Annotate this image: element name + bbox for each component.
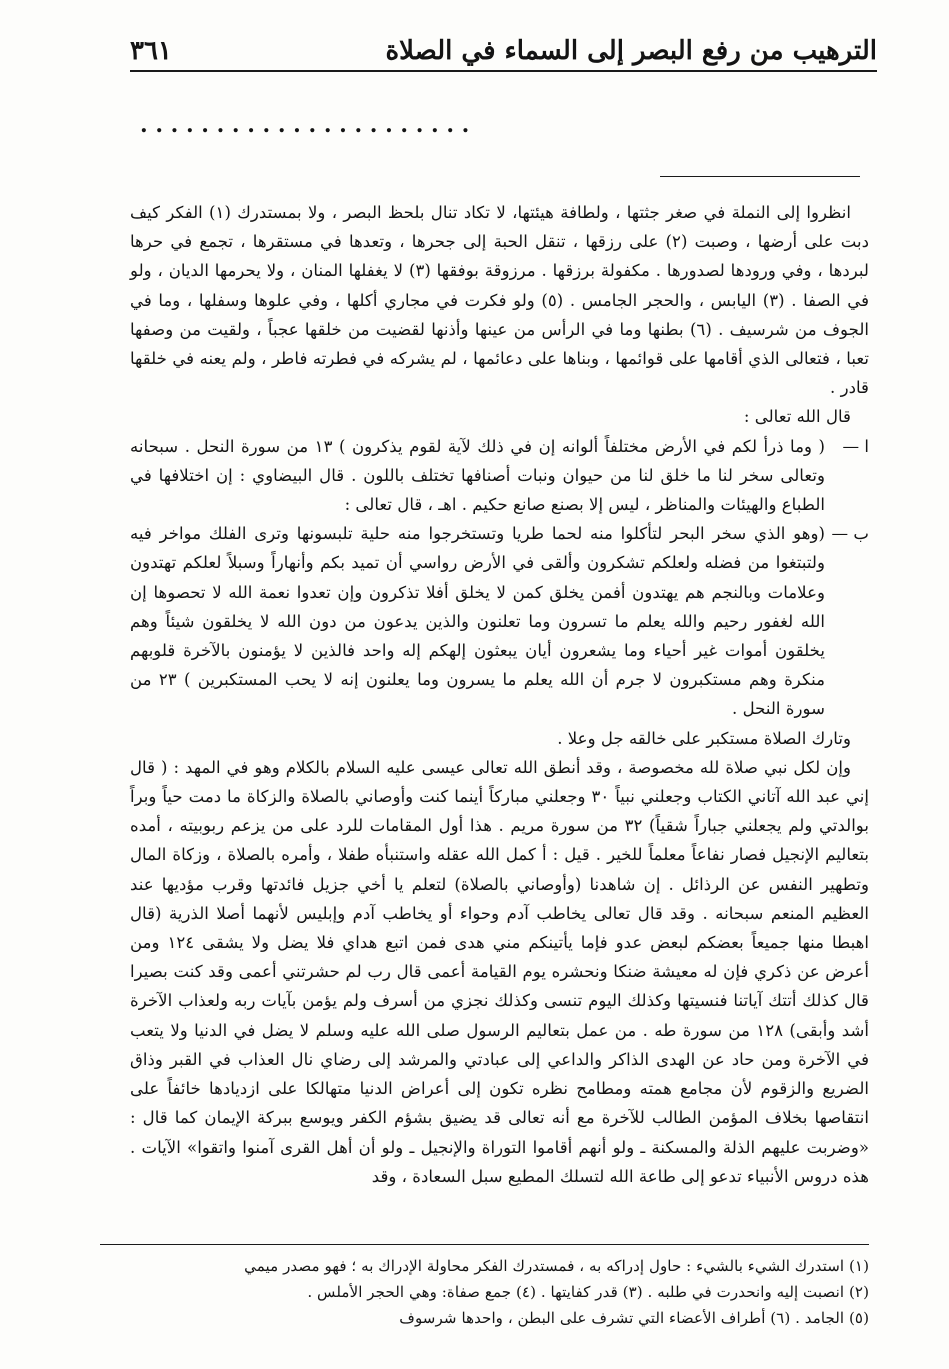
footnote-line: (١) استدرك الشيء بالشيء : حاول إدراكه به ، فمستدرك الفكر محاولة الإدراك به ؛ فهو مصدر ميمي [244,1257,869,1275]
verse-a-marker: ا — [842,436,869,456]
footnote-line: (٢) انصبت إليه وانحدرت في طلبه . (٣) قدر كفايتها . (٤) جمع صفاة: وهي الحجر الأملس . [307,1283,869,1301]
section-divider [660,176,860,177]
qala-line: قال الله تعالى : [743,407,851,427]
running-title: الترهيب من رفع البصر إلى السماء في الصلاة [385,36,877,66]
verse-b-text: (وهو الذي سخر البحر لتأكلوا منه لحما طريا وتستخرجوا منه حلية تلبسونها وترى الفلك مواخر فيه ولتبتغوا من فضله ولعلكم تشكرون وألقى في الأرض رواسي أن تميد بكم وأنهاراً وسبلاً لعلكم تهتدون وعلامات وبالنجم هم يهتدون أفمن يخلق كمن لا يخلق أفلا تذكرون وإن تعدوا نعمة الله لا تحصوها إن الله لغفور رحيم والله يعلم ما تسرون وما تعلنون والذين يدعون من دون الله لا يخلقون شيئاً وهم يخلقون أموات غير أحياء وما يشعرون أيان يبعثون إلهكم إله واحد فالذين لا يؤمنون بالآخرة قلوبهم منكرة وهم مستكبرون لا جرم أن الله يعلم ما يسرون وما يعلنون إنه لا يحب المستكبرين ) ٢٣ من سورة النحل . [130,524,826,719]
page-header [130,20,877,72]
tarik-line: وتارك الصلاة مستكبر على خالقه جل وعلا . [557,728,851,748]
paragraph-isa: وإن لكل نبي صلاة لله مخصوصة ، وقد أنطق الله تعالى عيسى عليه السلام بالكلام وهو في المهد : ( قال إني عبد الله آتاني الكتاب وجعلني نبياً ٣٠ وجعلني مباركاً أينما كنت وأوصاني بالصلاة والزكاة ما دمت حياً وبراً بوالدتي ولم يجعلني جباراً شقياً) ٣٢ من سورة مريم . هذا أول المقامات للرد على من يزعم ربوبيته ، أمده بتعاليم الإنجيل فصار نفاعاً معلماً للخير . قيل : أ كمل الله عقله واستنبأه طفلا ، وأمره بالصلاة ، وزكاة المال وتطهير النفس عن الرذائل . إن شاهدنا (وأوصاني بالصلاة) لتعلم يا أخي جزيل فائدتها وقرب مؤديها عند العظيم المنعم سبحانه . وقد قال تعالى يخاطب آدم وحواء أو يخاطب آدم وإبليس لأنهما أصلا الذرية (قال اهبطا منها جميعاً بعضكم لبعض عدو فإما يأتينكم مني هدى فمن اتبع هداي فلا يضل ولا يشقى ١٢٤ ومن أعرض عن ذكري فإن له معيشة ضنكا ونحشره يوم القيامة أعمى قال رب لم حشرتني أعمى وقد كنت بصيرا قال كذلك أتتك آياتنا فنسيتها وكذلك اليوم تنسى وكذلك نجزي من أسرف ولم يؤمن بآيات ربه ولعذاب الآخرة أشد وأبقى) ١٢٨ من سورة طه . من عمل بتعاليم الرسول صلى الله عليه وسلم لا يضل في الدنيا ولا يتعب في الآخرة ومن حاد عن الهدى الذاكر والداعي إلى عبادتي والمرشد إلى رضاي نال العذاب في القبر وذاق الضريع والزقوم لأن مجامع همته ومطامح نظره تكون إلى أعراض الدنيا متهالكا على ازديادها خائفاً على انتقاصها بخلاف المؤمن الطالب للآخرة مع أنه تعالى قد يضيق بشؤم الكفر ويوسع ببركة الإيمان كما قال : «وضربت عليهم الذلة والمسكنة ـ ولو أنهم أقاموا التوراة والإنجيل ـ ولو أن أهل القرى آمنوا واتقوا» الآيات . هذه دروس الأنبياء تدعو إلى طاعة الله لتسلك المطيع سبل السعادة ، وقد [130,757,870,1186]
page-number: ٣٦١ [130,36,172,66]
paragraph-ant: انظروا إلى النملة في صغر جثتها ، ولطافة هيئتها، لا تكاد تنال بلحظ البصر ، ولا بمستدرك (١) الفكر كيف دبت على أرضها ، وصبت (٢) على رزقها ، تنقل الحبة إلى جحرها ، وتعدها في مستقرها ، تجمع في حرها لبردها ، وفي ورودها لصدورها . مكفولة برزقها . مرزوقة بوفقها (٣) لا يغفلها المنان ، ولا يحرمها الديان ، ولو في الصفا . (٣) اليابس ، والحجر الجامس . (٥) ولو فكرت في مجاري أكلها ، وفي علوها وسفلها ، وما في الجوف من شرسيف . (٦) بطنها وما في الرأس من عينها وأذنها لقضيت من خلقها عجباً ، ولقيت من وصفها تعبا ، فتعالى الذي أقامها على قوائمها ، وبناها على دعائمها ، لم يشركه في فطرته فاطر ، ولم يعنه في خلقها قادر . [130,203,870,398]
verse-a [130,432,869,520]
ellipsis-row: . . . . . . . . . . . . . . . . . . . . . . [140,112,470,138]
footnotes [100,1244,869,1331]
footnote-line: (٥) الجامد . (٦) أطراف الأعضاء التي تشرف على البطن ، واحدها شرسوف [399,1309,869,1327]
verse-b-marker: ب — [831,524,869,544]
verse-a-text: ( وما ذرأ لكم في الأرض مختلفاً ألوانه إن في ذلك لآية لقوم يذكرون ) ١٣ من سورة النحل . سبحانه وتعالى سخر لنا ما خلق لنا من حيوان ونبات أصنافها تختلف باللون . قال البيضاوي : إن اختلافها في الطباع والهيئات والمناظر ، ليس إلا بصنع صانع حكيم . اهـ ، قال تعالى : [130,436,826,515]
verse-b [130,519,869,723]
main-text [130,198,869,1191]
